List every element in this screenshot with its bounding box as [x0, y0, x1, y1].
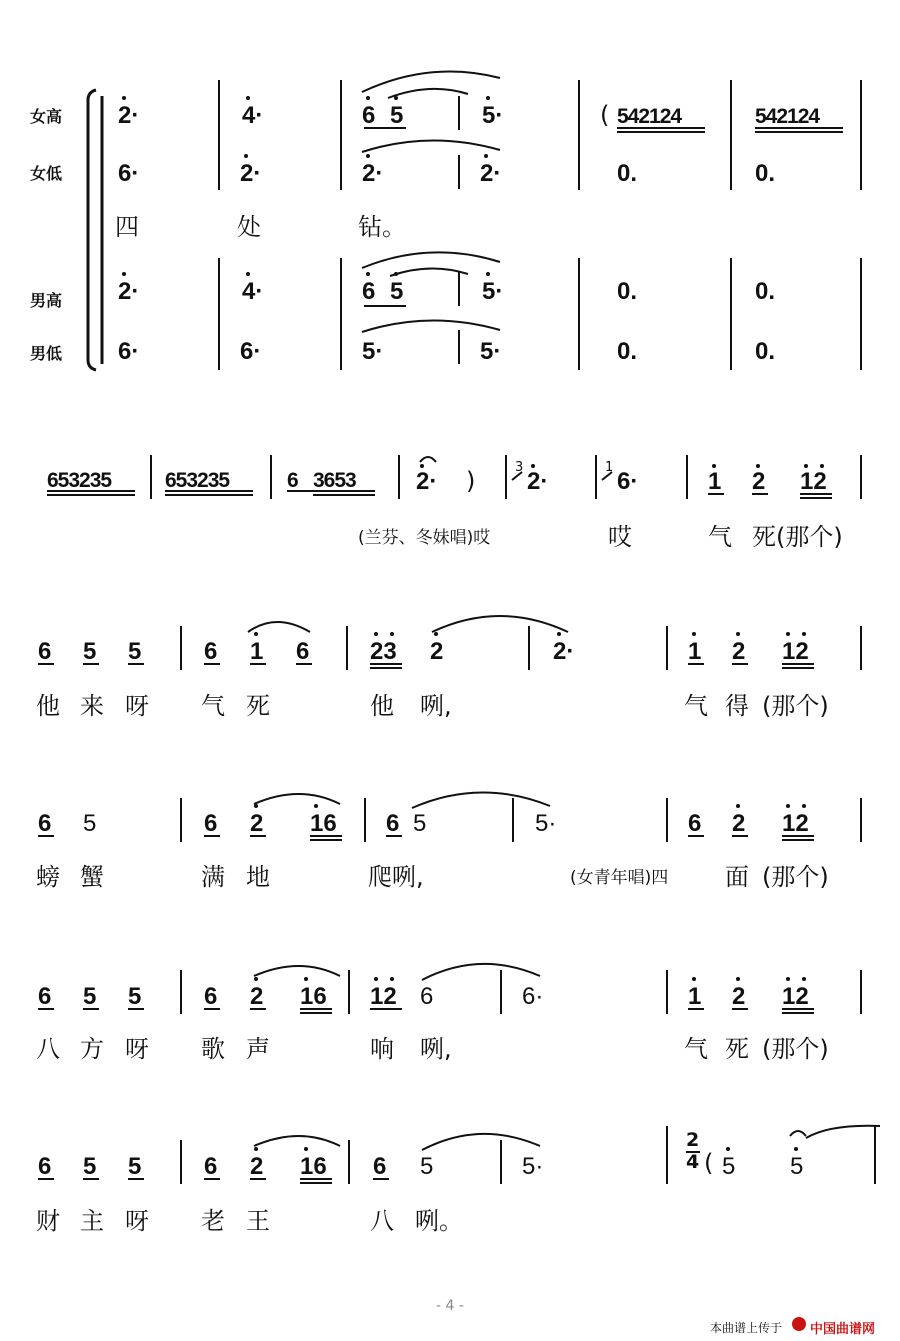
slur: [254, 966, 340, 976]
lyric: (兰芬、冬妹唱)哎: [358, 528, 491, 548]
lyric: 响: [370, 1035, 394, 1063]
lyric: 哎: [608, 523, 632, 551]
lyric: 老: [201, 1207, 225, 1235]
site-logo-icon: [792, 1317, 806, 1331]
lyric: 螃: [36, 863, 60, 891]
note: 5: [128, 638, 142, 665]
note: 1: [688, 638, 702, 665]
note-group: 16: [300, 1153, 327, 1180]
lyric: 得: [725, 692, 749, 720]
voice-label-bass: 男低: [30, 344, 63, 363]
slur: [362, 320, 500, 332]
note: 5·: [480, 338, 502, 365]
lyric: 咧。: [415, 1207, 463, 1235]
note: 5: [390, 278, 404, 305]
note: 5·: [522, 1153, 544, 1180]
note: 0.: [617, 278, 638, 305]
slur: [362, 252, 500, 268]
note: 6: [296, 638, 310, 665]
note: 6: [362, 102, 376, 129]
grace-note: 3: [515, 460, 524, 475]
note: 6: [38, 983, 52, 1010]
slur: [388, 89, 468, 98]
close-paren: ): [466, 467, 476, 495]
note: 6: [204, 810, 218, 837]
voice-label-soprano: 女高: [30, 107, 63, 126]
lyric: (女青年唱)四: [570, 868, 669, 888]
fast-note-group: 653235: [165, 469, 230, 492]
note-group: 16: [300, 983, 327, 1010]
slur: [390, 268, 468, 276]
note: 6·: [118, 338, 140, 365]
fast-note-group: 542124: [617, 105, 682, 128]
note: 2: [250, 1153, 264, 1180]
lyric: 咧,: [420, 692, 452, 720]
note: 6: [386, 810, 400, 837]
note: 5·: [482, 102, 504, 129]
note: 6: [420, 983, 434, 1010]
note-group: 23: [370, 638, 397, 665]
note: 2: [752, 468, 766, 495]
note: 2·: [480, 160, 502, 187]
note: 2: [430, 638, 444, 665]
lyric: 满: [201, 863, 225, 891]
lyric: 呀: [125, 692, 149, 720]
note-group: 12: [782, 983, 809, 1010]
note: 2·: [416, 468, 438, 495]
note: 5: [420, 1153, 434, 1180]
note: 6: [287, 469, 298, 492]
site-logo-text[interactable]: 中国曲谱网: [810, 1322, 876, 1337]
note: 2: [250, 810, 264, 837]
lyric: (那个): [762, 863, 829, 891]
lyric: 四: [115, 213, 139, 241]
note-group: 12: [782, 810, 809, 837]
note: 5·: [482, 278, 504, 305]
note: 2·: [240, 160, 262, 187]
fast-note-group: 3653: [313, 469, 356, 492]
lyric: 蟹: [80, 863, 104, 891]
note: 2·: [118, 102, 140, 129]
lyric: 钻。: [358, 213, 406, 241]
note: 6: [38, 810, 52, 837]
lyric: 来: [80, 692, 104, 720]
note: 1: [708, 468, 722, 495]
note: 6: [38, 1153, 52, 1180]
lyric: (那个): [762, 692, 829, 720]
note-group: 12: [782, 638, 809, 665]
open-paren: (: [704, 1149, 714, 1177]
note: 5: [790, 1153, 804, 1180]
lyric: 爬咧,: [368, 863, 424, 891]
note: 6·: [240, 338, 262, 365]
voice-label-tenor: 男高: [30, 291, 63, 310]
note: 2·: [527, 468, 549, 495]
lyric: 气: [684, 692, 708, 720]
lyric: 呀: [125, 1207, 149, 1235]
fast-note-group: 542124: [755, 105, 820, 128]
note: 0.: [755, 278, 776, 305]
lyric: 气: [708, 523, 732, 551]
lyric: 他: [36, 692, 60, 720]
lyric: 死: [246, 692, 270, 720]
note: 6: [204, 638, 218, 665]
note: 0.: [755, 338, 776, 365]
note: 6: [688, 810, 702, 837]
lyric: 气: [201, 692, 225, 720]
note: 2·: [553, 638, 575, 665]
slur: [254, 794, 340, 804]
lyric: 处: [237, 213, 261, 241]
page-number: - 4 -: [436, 1298, 464, 1314]
note: 5: [128, 1153, 142, 1180]
note: 5: [83, 810, 97, 837]
note: 6: [362, 278, 376, 305]
lyric: 咧,: [420, 1035, 452, 1063]
slur: [422, 1134, 540, 1150]
note: 2: [732, 983, 746, 1010]
open-paren: (: [600, 101, 610, 129]
slur: [248, 622, 310, 632]
note: 5: [83, 638, 97, 665]
fast-note-group: 653235: [47, 469, 112, 492]
note-group: 16: [310, 810, 337, 837]
note: 2·: [118, 278, 140, 305]
lyric: 八: [36, 1035, 60, 1063]
slur: [422, 964, 540, 980]
note-group: 12: [370, 983, 397, 1010]
lyric: 主: [80, 1207, 104, 1235]
note: 5: [83, 1153, 97, 1180]
lyric: (那个): [762, 1035, 829, 1063]
slur: [254, 1136, 340, 1146]
note: 5: [722, 1153, 736, 1180]
lyric: 死(那个): [752, 523, 843, 551]
slur: [412, 792, 550, 808]
note: 6: [204, 1153, 218, 1180]
note: 1: [688, 983, 702, 1010]
note: 5·: [535, 810, 557, 837]
fermata: [790, 1131, 806, 1136]
note: 0.: [617, 338, 638, 365]
voice-label-alto: 女低: [30, 164, 63, 183]
lyric: 声: [246, 1035, 270, 1063]
lyric: 呀: [125, 1035, 149, 1063]
lyric: 死: [725, 1035, 749, 1063]
lyric: 八: [370, 1207, 394, 1235]
note: 6: [38, 638, 52, 665]
note-group: 12: [800, 468, 827, 495]
note: 4·: [242, 102, 264, 129]
choir-bracket: [88, 90, 96, 370]
note: 2: [732, 810, 746, 837]
slur: [362, 140, 500, 152]
source-text: 本曲谱上传于: [710, 1321, 783, 1335]
lyric: 方: [80, 1035, 104, 1063]
time-signature-top: 2: [686, 1129, 700, 1151]
note: 0.: [755, 160, 776, 187]
note: 6: [204, 983, 218, 1010]
note: 6: [373, 1153, 387, 1180]
note: 5: [390, 102, 404, 129]
note: 5: [413, 810, 427, 837]
lyric: 财: [36, 1207, 60, 1235]
note: 5·: [362, 338, 384, 365]
note: 1: [250, 638, 264, 665]
note: 2·: [362, 160, 384, 187]
note: 6·: [118, 160, 140, 187]
note: 4·: [242, 278, 264, 305]
note: 6·: [522, 983, 544, 1010]
lyric: 气: [684, 1035, 708, 1063]
note: 0.: [617, 160, 638, 187]
lyric: 他: [370, 692, 394, 720]
lyric: 面: [725, 863, 749, 891]
note: 6·: [617, 468, 639, 495]
lyric: 王: [246, 1207, 270, 1235]
lyric: 地: [246, 863, 270, 891]
fermata: [420, 457, 436, 462]
slur: [806, 1126, 880, 1138]
time-signature-bottom: 4: [686, 1151, 700, 1173]
note: 5: [83, 983, 97, 1010]
note: 2: [250, 983, 264, 1010]
lyric: 歌: [201, 1035, 225, 1063]
grace-note: 1: [605, 460, 614, 475]
note: 5: [128, 983, 142, 1010]
note: 2: [732, 638, 746, 665]
slur: [432, 616, 568, 632]
